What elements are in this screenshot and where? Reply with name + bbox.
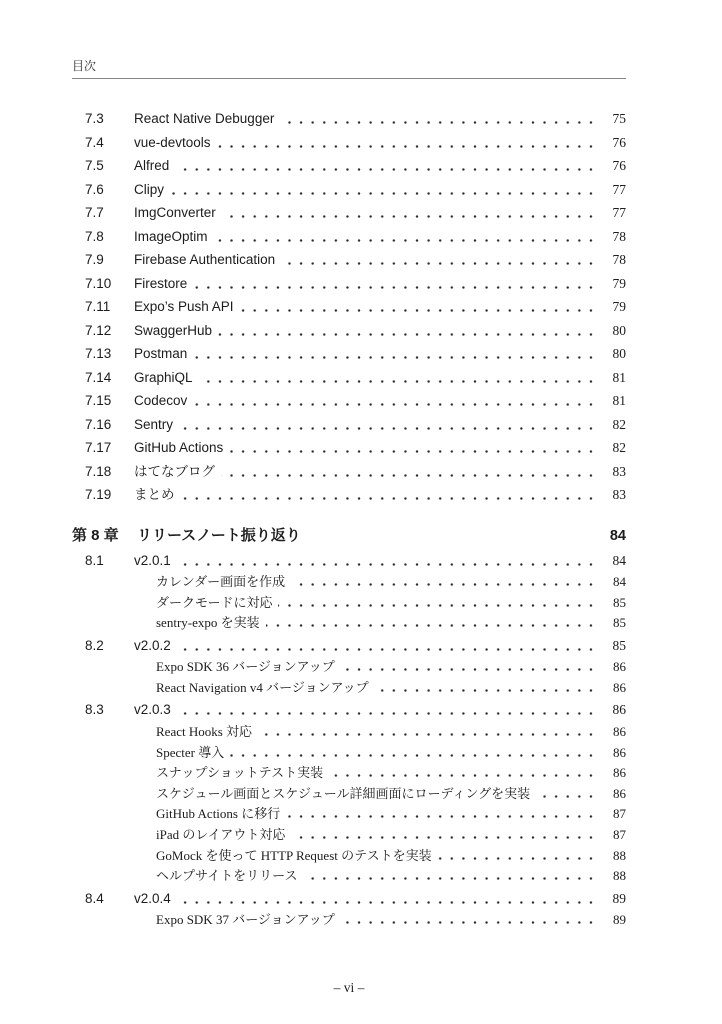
entry-page-number: 86 — [601, 698, 627, 722]
entry-page-number: 86 — [601, 657, 626, 678]
entry-page-number: 79 — [601, 272, 627, 296]
entry-page-number: 76 — [601, 131, 627, 155]
entry-title: v2.0.1 — [134, 549, 177, 573]
entry-title: Codecov — [134, 389, 193, 413]
toc-sub-entry — [72, 866, 626, 887]
entry-title: SwaggerHub — [134, 319, 218, 343]
entry-page-number: 82 — [601, 413, 627, 437]
toc-section-entry — [72, 272, 626, 296]
page-header — [72, 57, 626, 79]
entry-number: 7.7 — [72, 201, 134, 225]
entry-page-number: 86 — [601, 743, 626, 764]
entry-page-number: 88 — [601, 866, 626, 887]
entry-page-number: 84 — [601, 549, 627, 573]
header-rule — [72, 78, 626, 79]
entry-number: 8.1 — [72, 549, 134, 573]
toc-section-entry — [72, 549, 626, 573]
entry-page-number: 77 — [601, 201, 627, 225]
toc-section-entry — [72, 634, 626, 658]
entry-title: React Hooks 対応 — [72, 722, 258, 743]
entry-page-number: 78 — [601, 225, 627, 249]
entry-title: ダークモードに対応 — [72, 593, 278, 614]
entry-page-number: 82 — [601, 436, 627, 460]
entry-title: React Native Debugger — [134, 107, 280, 131]
entry-title: Expo’s Push API — [134, 295, 240, 319]
entry-number: 7.4 — [72, 131, 134, 155]
entry-page-number: 89 — [601, 887, 627, 911]
entry-number: 7.18 — [72, 460, 134, 484]
entry-title: GitHub Actions に移行 — [72, 804, 286, 825]
toc-list — [72, 107, 626, 931]
entry-number: 7.16 — [72, 413, 134, 437]
entry-page-number: 75 — [601, 107, 627, 131]
entry-title: Firebase Authentication — [134, 248, 281, 272]
entry-number: 7.17 — [72, 436, 134, 460]
entry-title: ヘルプサイトをリリース — [72, 866, 303, 887]
toc-section-entry — [72, 366, 626, 390]
toc-sub-entry — [72, 846, 626, 867]
entry-page-number: 83 — [601, 483, 627, 507]
entry-number: 7.10 — [72, 272, 134, 296]
toc-section-entry — [72, 295, 626, 319]
entry-number: 7.12 — [72, 319, 134, 343]
entry-page-number: 85 — [601, 613, 626, 634]
entry-page-number: 84 — [598, 523, 626, 549]
entry-number: 7.11 — [72, 295, 134, 319]
entry-title: カレンダー画面を作成 — [72, 572, 291, 593]
toc-section-entry — [72, 154, 626, 178]
toc-section-entry — [72, 201, 626, 225]
toc-section-entry — [72, 460, 626, 484]
entry-title: React Navigation v4 バージョンアップ — [72, 678, 375, 699]
page-footer: – vi – — [333, 980, 365, 995]
entry-number: 7.6 — [72, 178, 134, 202]
entry-page-number: 86 — [601, 763, 626, 784]
toc-sub-entry — [72, 784, 626, 805]
toc-sub-entry — [72, 910, 626, 931]
toc-sub-entry — [72, 572, 626, 593]
entry-page-number: 84 — [601, 572, 626, 593]
entry-title: v2.0.4 — [134, 887, 177, 911]
entry-title: Clipy — [134, 178, 170, 202]
entry-page-number: 80 — [601, 342, 627, 366]
entry-number: 7.13 — [72, 342, 134, 366]
entry-title: スケジュール画面とスケジュール詳細画面にローディングを実装 — [72, 784, 536, 805]
entry-title: Postman — [134, 342, 193, 366]
toc-section-entry — [72, 319, 626, 343]
toc-section-entry — [72, 248, 626, 272]
entry-page-number: 86 — [601, 722, 626, 743]
entry-page-number: 78 — [601, 248, 627, 272]
toc-sub-entry — [72, 825, 626, 846]
entry-title: v2.0.3 — [134, 698, 177, 722]
toc-sub-entry — [72, 804, 626, 825]
entry-title: ImageOptim — [134, 225, 214, 249]
entry-page-number: 85 — [601, 634, 627, 658]
entry-page-number: 88 — [601, 846, 626, 867]
entry-title: iPad のレイアウト対応 — [72, 825, 291, 846]
entry-title: スナップショットテスト実装 — [72, 763, 329, 784]
toc-section-entry — [72, 342, 626, 366]
entry-number: 8.4 — [72, 887, 134, 911]
toc-section-entry — [72, 131, 626, 155]
entry-page-number: 80 — [601, 319, 627, 343]
entry-page-number: 76 — [601, 154, 627, 178]
toc-section-entry — [72, 225, 626, 249]
entry-title: リリースノート振り返り — [137, 523, 307, 549]
entry-number: 第 8 章 — [72, 523, 137, 549]
entry-page-number: 87 — [601, 804, 626, 825]
entry-page-number: 86 — [601, 784, 626, 805]
entry-page-number: 89 — [601, 910, 626, 931]
entry-page-number: 86 — [601, 678, 626, 699]
entry-title: Firestore — [134, 272, 193, 296]
entry-title: GitHub Actions — [134, 436, 229, 460]
entry-title: Expo SDK 37 バージョンアップ — [72, 910, 341, 931]
entry-number: 8.2 — [72, 634, 134, 658]
entry-title: まとめ — [134, 483, 181, 507]
entry-page-number: 77 — [601, 178, 627, 202]
toc-sub-entry — [72, 743, 626, 764]
toc-section-entry — [72, 107, 626, 131]
toc-sub-entry — [72, 763, 626, 784]
toc-sub-entry — [72, 678, 626, 699]
toc-sub-entry — [72, 593, 626, 614]
entry-page-number: 81 — [601, 366, 627, 390]
toc-chapter-entry — [72, 523, 626, 549]
toc-section-entry — [72, 887, 626, 911]
entry-page-number: 81 — [601, 389, 627, 413]
entry-title: v2.0.2 — [134, 634, 177, 658]
entry-page-number: 83 — [601, 460, 627, 484]
entry-title: sentry-expo を実装 — [72, 613, 266, 634]
entry-title: GraphiQL — [134, 366, 199, 390]
entry-title: Specter 導入 — [72, 743, 230, 764]
entry-page-number: 85 — [601, 593, 626, 614]
toc-sub-entry — [72, 722, 626, 743]
toc-section-entry — [72, 178, 626, 202]
toc-section-entry — [72, 436, 626, 460]
entry-title: はてなブログ — [134, 460, 221, 484]
toc-sub-entry — [72, 657, 626, 678]
entry-number: 8.3 — [72, 698, 134, 722]
entry-number: 7.3 — [72, 107, 134, 131]
page-header-label: 目次 — [72, 59, 97, 73]
entry-number: 7.8 — [72, 225, 134, 249]
entry-page-number: 87 — [601, 825, 626, 846]
entry-title: Sentry — [134, 413, 179, 437]
toc-section-entry — [72, 389, 626, 413]
entry-title: Expo SDK 36 バージョンアップ — [72, 657, 341, 678]
toc-sub-entry — [72, 613, 626, 634]
entry-number: 7.5 — [72, 154, 134, 178]
toc-section-entry — [72, 413, 626, 437]
entry-number: 7.15 — [72, 389, 134, 413]
entry-number: 7.19 — [72, 483, 134, 507]
entry-number: 7.9 — [72, 248, 134, 272]
entry-title: GoMock を使って HTTP Request のテストを実装 — [72, 846, 438, 867]
entry-title: ImgConverter — [134, 201, 222, 225]
toc-section-entry — [72, 698, 626, 722]
entry-page-number: 79 — [601, 295, 627, 319]
toc-section-entry — [72, 483, 626, 507]
entry-number: 7.14 — [72, 366, 134, 390]
entry-title: vue-devtools — [134, 131, 217, 155]
entry-title: Alfred — [134, 154, 175, 178]
